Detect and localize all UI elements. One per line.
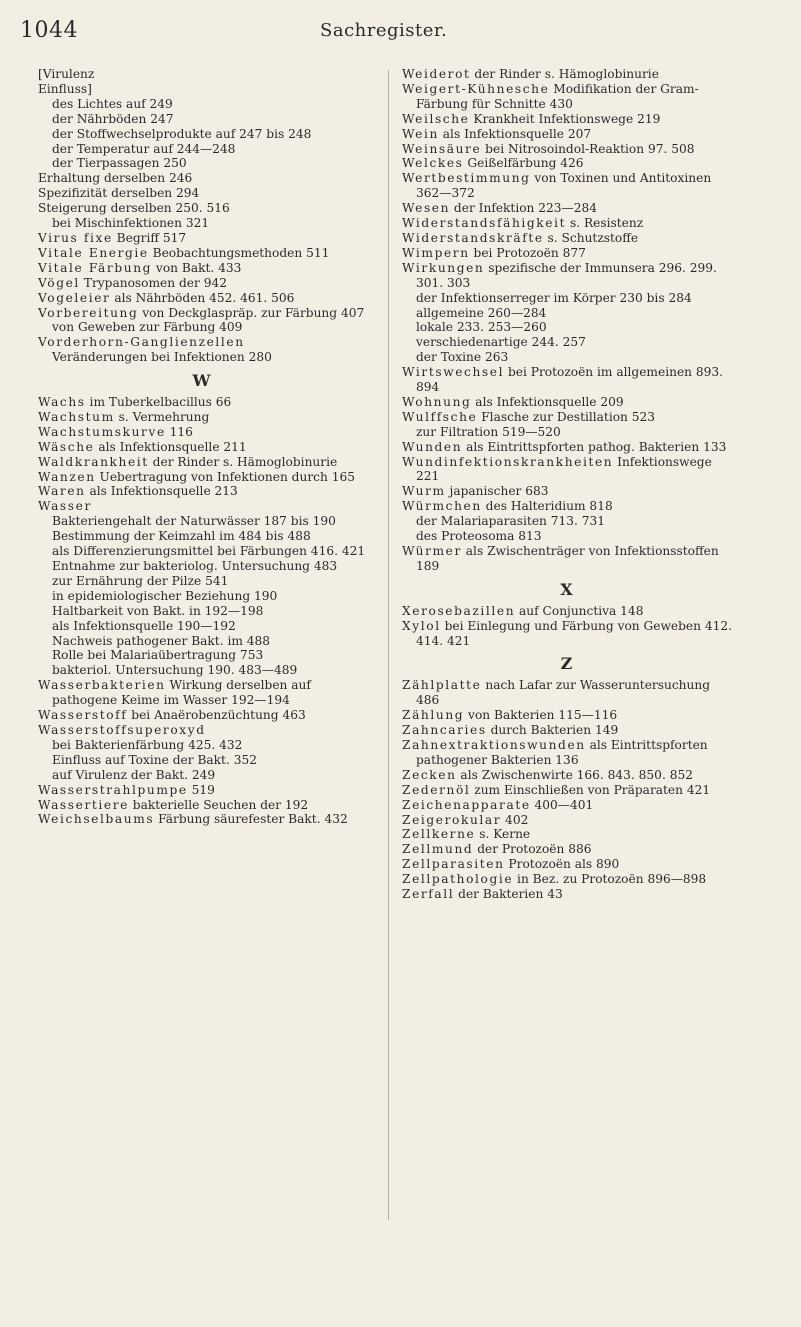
- entry-headword: Zellkerne: [402, 827, 476, 842]
- index-entry: [402, 142, 732, 157]
- index-entry: [402, 156, 732, 171]
- index-subentry: [38, 753, 366, 768]
- index-entry: [402, 857, 732, 872]
- section-letter: X: [560, 579, 574, 599]
- entry-text: der Infektion 223—284: [450, 201, 597, 216]
- entry-text: bakteriol. Untersuchung 190. 483—489: [52, 663, 298, 678]
- index-subentry: [38, 544, 366, 559]
- index-entry: [38, 678, 366, 708]
- index-entry: [402, 798, 732, 813]
- index-subentry: [38, 320, 366, 335]
- entry-headword: Widerstandskräfte: [402, 230, 544, 245]
- entry-text: Krankheit Infektionswege 219: [469, 111, 661, 126]
- index-subentry: [38, 559, 366, 574]
- entry-text: Uebertragung von Infektionen durch 165: [95, 469, 355, 484]
- entry-text: bei Anaërobenzüchtung 463: [127, 708, 306, 723]
- index-subentry: [38, 156, 366, 171]
- entry-headword: Zellparasiten: [402, 857, 505, 872]
- index-entry: [402, 246, 732, 261]
- index-subentry: [402, 425, 732, 440]
- index-entry: [402, 484, 732, 499]
- entry-text: durch Bakterien 149: [486, 723, 619, 738]
- entry-text: in epidemiologischer Beziehung 190: [52, 588, 278, 603]
- entry-text: als Nährböden 452. 461. 506: [110, 290, 295, 305]
- index-entry: [38, 798, 366, 813]
- entry-headword: Wanzen: [38, 469, 96, 484]
- index-subentry: [402, 291, 732, 306]
- index-subentry: [38, 574, 366, 589]
- index-subentry: [38, 619, 366, 634]
- index-entry: [402, 842, 732, 857]
- index-entry: [402, 365, 732, 395]
- index-subentry: [38, 514, 366, 529]
- entry-text: Nachweis pathogener Bakt. im 488: [52, 633, 271, 648]
- entry-text: 116: [165, 424, 193, 439]
- entry-text: von Bakterien 115—116: [464, 708, 618, 723]
- entry-text: bei Nitrosoindol-Reaktion 97. 508: [481, 141, 695, 156]
- index-entry: [402, 201, 732, 216]
- entry-headword: Wurm: [402, 484, 446, 499]
- entry-text: zur Ernährung der Pilze 541: [52, 573, 229, 588]
- index-entry: [402, 678, 732, 708]
- index-entry: [38, 291, 366, 306]
- entry-text: Spezifizität derselben 294: [38, 186, 200, 201]
- entry-headword: Wein: [402, 126, 439, 141]
- entry-text: von Geweben zur Färbung 409: [52, 320, 243, 335]
- entry-headword: Weigert-Kühnesche: [402, 81, 550, 96]
- index-subentry: [38, 663, 366, 678]
- index-entry: [38, 708, 366, 723]
- entry-headword: Wäsche: [38, 439, 95, 454]
- entry-text: bakterielle Seuchen der 192: [128, 797, 309, 812]
- index-entry: [402, 171, 732, 201]
- entry-text: Steigerung derselben 250. 516: [38, 201, 230, 216]
- index-subentry: [38, 604, 366, 619]
- entry-text: Geißelfärbung 426: [463, 156, 584, 171]
- entry-text: des Proteosoma 813: [416, 529, 542, 544]
- entry-text: bei Protozoën 877: [469, 245, 586, 260]
- entry-text: der Stoffwechselprodukte auf 247 bis 248: [52, 126, 312, 141]
- entry-headword: Wasser: [38, 499, 92, 514]
- entry-text: zur Filtration 519—520: [416, 424, 561, 439]
- entry-text: s. Vermehrung: [114, 409, 210, 424]
- entry-headword: Wachstum: [38, 409, 115, 424]
- index-entry: [402, 887, 732, 902]
- index-entry: [38, 171, 366, 186]
- entry-text: Infektionswege 221: [416, 454, 712, 484]
- index-subentry: [38, 634, 366, 649]
- index-entry: [402, 455, 732, 485]
- entry-text: der Protozoën 886: [473, 842, 592, 857]
- entry-text: Rolle bei Malariaübertragung 753: [52, 648, 264, 663]
- entry-text: Modifikation der Gram-Färbung für Schnitte 430: [416, 81, 699, 111]
- index-entry: [38, 723, 366, 738]
- entry-text: japanischer 683: [445, 484, 549, 499]
- entry-headword: Weichselbaums: [38, 812, 155, 827]
- entry-text: Haltbarkeit von Bakt. in 192—198: [52, 603, 264, 618]
- index-subentry: [38, 112, 366, 127]
- index-entry: [402, 410, 732, 425]
- entry-headword: Zahncaries: [402, 723, 487, 738]
- entry-text: verschiedenartige 244. 257: [416, 335, 586, 350]
- index-entry: [402, 216, 732, 231]
- entry-headword: Zellpathologie: [402, 872, 514, 887]
- entry-text: der Rinder s. Hämoglobinurie: [148, 454, 338, 469]
- entry-text: 402: [501, 812, 529, 827]
- column-divider: [388, 70, 389, 1220]
- entry-text: Einfluss auf Toxine der Bakt. 352: [52, 752, 257, 767]
- entry-headword: Virus fixe: [38, 230, 113, 245]
- entry-text: des Lichtes auf 249: [52, 96, 173, 111]
- entry-text: Protozoën als 890: [504, 857, 620, 872]
- index-entry: [38, 82, 366, 97]
- index-entry: [38, 812, 366, 827]
- entry-text: [Virulenz: [38, 67, 95, 81]
- entry-text: in Bez. zu Protozoën 896—898: [513, 872, 707, 887]
- index-entry: [38, 231, 366, 246]
- entry-headword: Zählplatte: [402, 678, 482, 693]
- index-subentry: [402, 350, 732, 365]
- page-number: 1044: [20, 18, 78, 43]
- entry-text: Entnahme zur bakteriolog. Untersuchung 483: [52, 559, 338, 573]
- index-entry: [38, 440, 366, 455]
- index-subentry: [402, 306, 732, 321]
- entry-text: 519: [187, 782, 215, 797]
- entry-text: als Infektionsquelle 211: [94, 439, 247, 454]
- entry-headword: Waren: [38, 484, 86, 499]
- index-subentry: [38, 127, 366, 142]
- entry-text: von Toxinen und Antitoxinen 362—372: [416, 171, 712, 201]
- index-entry: [38, 201, 366, 216]
- section-letter: Z: [560, 654, 574, 674]
- index-entry: [38, 783, 366, 798]
- index-subentry: [38, 97, 366, 112]
- entry-headword: Waldkrankheit: [38, 454, 149, 469]
- entry-headword: Wasserstoffsuperoxyd: [38, 722, 206, 737]
- entry-text: lokale 233. 253—260: [416, 320, 547, 335]
- entry-headword: Wesen: [402, 201, 451, 216]
- entry-headword: Wunden: [402, 439, 463, 454]
- entry-headword: Xylol: [402, 618, 441, 633]
- index-entry: [38, 455, 366, 470]
- index-entry: [402, 231, 732, 246]
- entry-text: als Eintrittspforten pathogener Bakterien 136: [416, 737, 708, 767]
- index-entry: [402, 67, 732, 82]
- entry-text: 400—401: [530, 797, 594, 812]
- entry-text: als Infektionsquelle 209: [471, 394, 624, 409]
- index-entry: [402, 708, 732, 723]
- index-entry: [402, 440, 732, 455]
- index-subentry: [38, 648, 366, 663]
- entry-headword: Weilsche: [402, 111, 470, 126]
- entry-text: bei Protozoën im allgemeinen 893. 894: [416, 365, 724, 395]
- entry-text: bei Bakterienfärbung 425. 432: [52, 737, 243, 752]
- entry-text: der Malariaparasiten 713. 731: [416, 514, 606, 529]
- index-entry: [38, 410, 366, 425]
- entry-headword: Wassertiere: [38, 797, 129, 812]
- entry-text: Bestimmung der Keimzahl im 484 bis 488: [52, 529, 311, 544]
- entry-headword: Weiderot: [402, 67, 471, 81]
- entry-text: als Zwischenträger von Infektionsstoffen 189: [416, 544, 719, 573]
- entry-text: Begriff 517: [112, 230, 187, 245]
- entry-text: s. Resistenz: [566, 216, 644, 231]
- index-entry: [402, 872, 732, 887]
- entry-text: im Tuberkelbacillus 66: [85, 395, 232, 410]
- entry-text: auf Conjunctiva 148: [515, 603, 644, 618]
- entry-headword: Vitale Energie: [38, 245, 149, 260]
- index-entry: [402, 619, 732, 649]
- index-entry: [402, 127, 732, 142]
- entry-text: Veränderungen bei Infektionen 280: [52, 350, 272, 365]
- entry-headword: Zecken: [402, 767, 457, 782]
- entry-text: s. Schutzstoffe: [543, 230, 639, 245]
- entry-text: der Tierpassagen 250: [52, 156, 187, 171]
- entry-headword: Widerstandsfähigkeit: [402, 216, 567, 231]
- index-entry: [38, 306, 366, 321]
- entry-text: Wirkung derselben auf pathogene Keime im Wasser 192—194: [52, 678, 311, 708]
- entry-headword: Welckes: [402, 156, 464, 171]
- entry-headword: Vogeleier: [38, 290, 111, 305]
- section-letter: W: [192, 371, 212, 391]
- page-header: [20, 18, 740, 48]
- entry-headword: Wachstumskurve: [38, 424, 166, 439]
- entry-text: als Zwischenwirte 166. 843. 850. 852: [456, 767, 693, 782]
- index-subentry: [402, 335, 732, 350]
- entry-headword: Würmer: [402, 544, 462, 558]
- entry-text: der Temperatur auf 244—248: [52, 141, 236, 156]
- running-title: Sachregister.: [320, 20, 448, 41]
- index-entry: [38, 276, 366, 291]
- entry-text: der Bakterien 43: [454, 887, 563, 902]
- entry-text: als Infektionsquelle 207: [438, 126, 592, 141]
- entry-text: von Bakt. 433: [152, 260, 242, 275]
- index-subentry: [38, 529, 366, 544]
- index-entry: [402, 783, 732, 798]
- entry-headword: Wundinfektionskrankheiten: [402, 454, 614, 469]
- index-entry: [38, 470, 366, 485]
- entry-text: Bakteriengehalt der Naturwässer 187 bis 190: [52, 514, 336, 529]
- entry-headword: Würmchen: [402, 499, 482, 514]
- index-entry: [38, 484, 366, 499]
- entry-headword: Weinsäure: [402, 141, 482, 156]
- index-entry: [402, 768, 732, 783]
- entry-headword: Vitale Färbung: [38, 260, 153, 275]
- index-entry: [402, 544, 732, 574]
- index-subentry: [38, 738, 366, 753]
- index-entry: [402, 738, 732, 768]
- entry-headword: Wirtswechsel: [402, 365, 505, 380]
- index-entry: [402, 723, 732, 738]
- index-subentry: [402, 529, 732, 544]
- entry-text: auf Virulenz der Bakt. 249: [52, 767, 216, 782]
- entry-text: nach Lafar zur Wasseruntersuchung 486: [416, 678, 711, 708]
- index-entry: [38, 335, 366, 350]
- entry-text: Flasche zur Destillation 523: [477, 409, 656, 424]
- index-entry: [402, 261, 732, 291]
- entry-text: spezifische der Immunsera 296. 299. 301. 303: [416, 260, 717, 290]
- entry-headword: Wertbestimmung: [402, 171, 531, 186]
- entry-headword: Vorderhorn-Ganglienzellen: [38, 335, 245, 350]
- entry-text: zum Einschließen von Präparaten 421: [470, 782, 711, 797]
- entry-headword: Wasserstrahlpumpe: [38, 782, 188, 797]
- entry-headword: Wulffsche: [402, 409, 478, 424]
- index-subentry: [38, 142, 366, 157]
- entry-text: der Toxine 263: [416, 350, 509, 365]
- index-entry: [38, 499, 366, 514]
- entry-headword: Zeigerokular: [402, 812, 502, 827]
- index-subentry: [38, 350, 366, 365]
- index-entry: [402, 813, 732, 828]
- entry-headword: Zerfall: [402, 887, 455, 902]
- entry-headword: Wimpern: [402, 245, 470, 260]
- index-entry: [38, 246, 366, 261]
- index-entry: [38, 67, 366, 82]
- entry-text: Erhaltung derselben 246: [38, 171, 193, 186]
- index-entry: [38, 425, 366, 440]
- entry-headword: Vögel: [38, 275, 80, 290]
- entry-headword: Wachs: [38, 395, 86, 410]
- entry-text: Färbung säurefester Bakt. 432: [154, 812, 348, 827]
- index-subentry: [402, 514, 732, 529]
- index-column-left: [38, 67, 366, 827]
- entry-text: bei Mischinfektionen 321: [52, 216, 210, 231]
- index-column-right: [402, 67, 732, 902]
- entry-headword: Wasserbakterien: [38, 678, 166, 693]
- entry-text: der Infektionserreger im Körper 230 bis 284: [416, 290, 692, 305]
- entry-text: s. Kerne: [475, 827, 531, 842]
- index-subentry: [38, 589, 366, 604]
- entry-text: als Differenzierungsmittel bei Färbungen 416. 421: [52, 544, 366, 559]
- index-entry: [402, 604, 732, 619]
- index-entry: [402, 112, 732, 127]
- index-entry: [402, 827, 732, 842]
- entry-text: bei Einlegung und Färbung von Geweben 412. 414. 421: [416, 618, 732, 648]
- index-subentry: [38, 216, 366, 231]
- entry-headword: Zellmund: [402, 842, 474, 857]
- entry-headword: Xerosebazillen: [402, 603, 516, 618]
- index-entry: [38, 395, 366, 410]
- entry-text: von Deckglaspräp. zur Färbung 407: [138, 305, 365, 320]
- entry-text: als Infektionsquelle 213: [85, 484, 238, 499]
- entry-text: des Halteridium 818: [481, 499, 613, 514]
- index-entry: [38, 261, 366, 276]
- entry-headword: Wohnung: [402, 394, 472, 409]
- entry-text: Beobachtungsmethoden 511: [148, 245, 330, 260]
- index-subentry: [402, 320, 732, 335]
- entry-headword: Zählung: [402, 708, 465, 723]
- entry-text: Trypanosomen der 942: [79, 275, 227, 290]
- entry-headword: Vorbereitung: [38, 305, 139, 320]
- entry-text: als Eintrittspforten pathog. Bakterien 133: [462, 439, 727, 454]
- entry-headword: Zahnextraktionswunden: [402, 737, 586, 752]
- entry-headword: Zeichenapparate: [402, 797, 531, 812]
- entry-headword: Wirkungen: [402, 260, 485, 275]
- index-entry: [402, 395, 732, 410]
- entry-text: als Infektionsquelle 190—192: [52, 618, 236, 633]
- entry-text: der Rinder s. Hämoglobinurie: [470, 67, 659, 81]
- entry-text: Einfluss]: [38, 81, 92, 96]
- index-entry: [38, 186, 366, 201]
- index-entry: [402, 499, 732, 514]
- entry-text: allgemeine 260—284: [416, 305, 547, 320]
- entry-text: der Nährböden 247: [52, 111, 174, 126]
- entry-headword: Wasserstoff: [38, 708, 128, 723]
- index-subentry: [38, 768, 366, 783]
- index-entry: [402, 82, 732, 112]
- entry-headword: Zedernöl: [402, 782, 471, 797]
